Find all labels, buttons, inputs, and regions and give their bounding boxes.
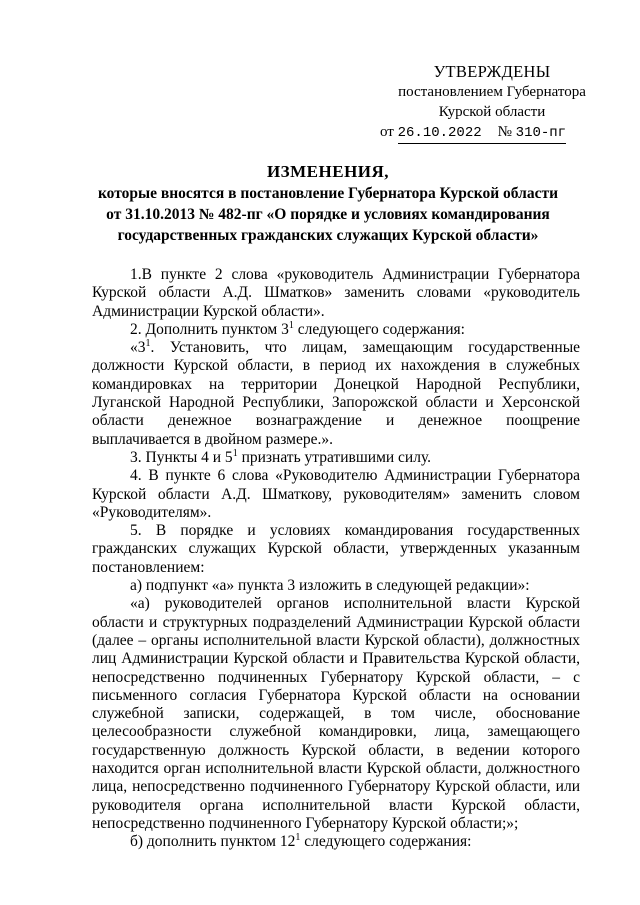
document-body [92, 266, 580, 852]
heading-line-3: государственных гражданских служащих Курской области» [117, 227, 539, 244]
approval-number: 310-пг [515, 125, 567, 141]
paragraph-1: 1.В пункте 2 слова «руководитель Администрации Губернатора Курской области А.Д. Шматков» заменить словами «руководитель Администрации Курской области». [92, 266, 580, 320]
approval-line-1: постановлением Губернатора [398, 84, 586, 100]
approval-date-row [372, 122, 612, 144]
paragraph-7: а) подпункт «а» пункта 3 изложить в следующей редакции»: [130, 577, 530, 595]
heading-line-2: от 31.10.2013 № 482-пг «О порядке и условиях командирования [106, 206, 550, 223]
paragraph-9: б) дополнить пунктом $12^1$ следующего содержания: [130, 832, 472, 851]
approval-number-field [498, 122, 566, 144]
approval-line-2: Курской области [438, 104, 546, 120]
approval-stamp [372, 62, 612, 144]
paragraph-5: 4. В пункте 6 слова «Руководителю Администрации Губернатора Курской области А.Д. Шматкову, руководителям» заменить словом «Руководителям». [92, 467, 580, 521]
date-prefix: от [380, 124, 394, 140]
approval-title: УТВЕРЖДЕНЫ [433, 62, 551, 81]
number-prefix: № [497, 124, 512, 140]
paragraph-4: 3. Пункты 4 и $5^1$ признать утратившими силу. [130, 447, 432, 466]
paragraph-2: 2. Дополнить пунктом $3^1$ следующего содержания: [130, 319, 465, 338]
approval-date: 26.10.2022 [398, 123, 498, 144]
paragraph-8: «а) руководителей органов исполнительной власти Курской области и структурных подразделений Администрации Курской области (далее – органы исполнительной власти Курской области), должностных лиц Администрации Курской области и Правительства Курской области, непосредственно подчиненных Губернатору Курской области, – с письменного согласия Губернатора Курской области на основании служебной записки, содержащей, в том числе, обоснование целесообразности служебной командировки, лица, замещающего государственную должность Курской области, в ведении которого находится орган исполнительной власти Курской области, должностного лица, непосредственно подчиненного Губернатору Курской области, или руководителя органа исполнительной власти Курской области, непосредственно подчиненного Губернатору Курской области;»; [92, 595, 580, 832]
paragraph-3: «$3^1$. Установить, что лицам, замещающим государственные должности Курской области, в период их нахождения в служебных командировках на территории Донецкой Народной Республики, Луганской Народной Республики, Запорожской области и Херсонской области денежное вознаграждение и денежное поощрение выплачивается в двойном размере.». [92, 338, 580, 448]
document-heading [60, 161, 596, 246]
heading-title: ИЗМЕНЕНИЯ, [266, 162, 390, 181]
heading-line-1: которые вносятся в постановление Губернатора Курской области [97, 185, 559, 202]
paragraph-6: 5. В порядке и условиях командирования государственных гражданских служащих Курской области, утвержденных указанным постановлением: [92, 522, 580, 576]
